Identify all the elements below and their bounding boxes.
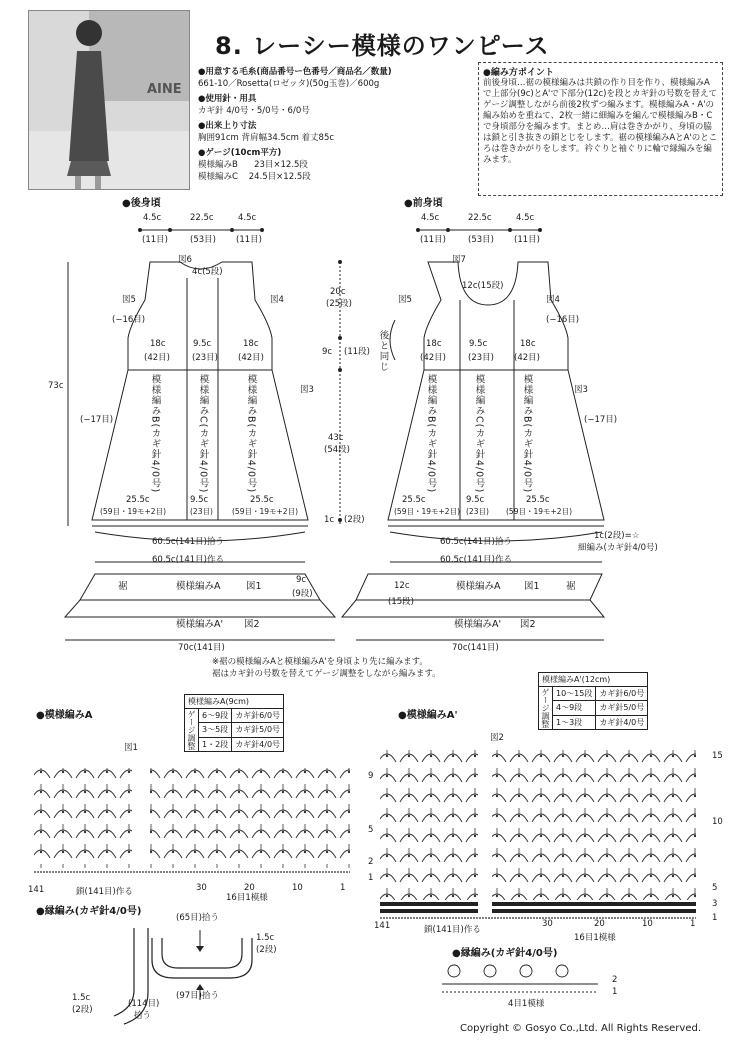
edging2-title: ●縁編み(カギ針4/0号) (452, 948, 558, 959)
pattern-a-row-1: 1 (368, 873, 374, 883)
back-fig5-sub: (−16目) (112, 315, 146, 325)
size-text: 胸囲91cm 背肩幅34.5cm 着丈85c (198, 133, 335, 143)
back-col-b-right: 模様編みB(カギ針4/0号) (245, 374, 257, 494)
back-total-length: 73c (48, 381, 64, 391)
front-col-b-right: 模様編みB(カギ針4/0号) (521, 374, 533, 494)
pattern-a2-col-30: 30 (542, 919, 553, 929)
pattern-a2-fig: 図2 (490, 733, 504, 743)
pattern-a2-row-1-hook: カギ針6/0号 (596, 687, 648, 701)
front-top-dim-1: 4.5c (421, 213, 440, 223)
pattern-a-col-141: 141 (28, 885, 45, 895)
edging2-row-1: 1 (612, 987, 618, 997)
pattern-a2-chain: 鎖(141目)作る (424, 925, 481, 935)
pattern-a2-row-1: 1 (712, 913, 718, 923)
page-title: 8. レーシー模様のワンピース (215, 32, 550, 60)
pattern-a-gauge-label: ゲージ調整 (185, 709, 199, 752)
note-line-2: 裾はカギ針の号数を替えてゲージ調整をしながら編みます。 (212, 669, 441, 679)
back-top-sts-3: (11目) (236, 235, 262, 245)
front-fig5-sub: (−16目) (546, 315, 580, 325)
pattern-a-col-20: 20 (244, 883, 255, 893)
back-top-dim-3: 4.5c (238, 213, 257, 223)
pattern-a2-row-5: 5 (712, 883, 718, 893)
front-top-sts-1: (11目) (420, 235, 446, 245)
size-heading: ●出来上り寸法 (198, 121, 257, 131)
front-lower-sts-3: (59目・19モ+2目) (506, 507, 572, 516)
front-upper-1: 18c (426, 339, 442, 349)
back-make: 60.5c(141目)作る (152, 555, 224, 565)
front-hem-fig2: 図2 (520, 619, 536, 630)
back-upper-1: 18c (150, 339, 166, 349)
back-lower-2: 9.5c (190, 495, 209, 505)
back-top-sts-2: (53目) (190, 235, 216, 245)
pattern-a2-row-10: 10 (712, 817, 723, 827)
front-top-sts-3: (11目) (514, 235, 540, 245)
pattern-a2-repeat: 16目1模様 (574, 933, 616, 943)
back-top-sts-1: (11目) (142, 235, 168, 245)
points-body: 前後身頃…裾の模様編みは共鎖の作り目を作り、模様編みAで上部分(9c)とA'で下部分(12c)を段とカギ針の号数を替えてゲージ調整しながら前後2枚ずつ編みます。模様編みA・A'の編み始めを重ねて、2枚一緒に細編みを編んで模様編みB・Cで身頃部分を編みます。まとめ…肩は巻きかがり、身頃の脇は鎖と引き抜きの鎖とじをします。裾の模様編みAとA'のところは巻きかがりをします。衿ぐりと袖ぐりに輪で縁編みを編みます。 (483, 78, 718, 166)
yarn-heading: ●用意する毛糸(商品番号ー色番号／商品名／数量) (198, 67, 392, 77)
pattern-a2-row-2-hook: カギ針5/0号 (596, 701, 648, 715)
pattern-a-col-1: 1 (340, 883, 346, 893)
back-upper-sts-2: (23目) (192, 353, 218, 363)
front-fig4: 図4 (546, 295, 560, 305)
back-hem-fig2: 図2 (244, 619, 260, 630)
front-side-sub: (−17目) (584, 415, 618, 425)
pattern-a-row-5: 5 (368, 825, 374, 835)
back-neck-depth: 4c(5段) (192, 267, 223, 277)
pattern-a-chain: 鎖(141目)作る (76, 887, 133, 897)
pattern-a-chart-left (34, 768, 132, 868)
front-pickup: 60.5c(141目)拾う (440, 537, 512, 547)
back-side-sub: (−17目) (80, 415, 114, 425)
back-lower-sts-2: (23目) (190, 507, 213, 516)
pattern-a-chart (30, 760, 365, 880)
same-as-back: 後と同じ (377, 330, 389, 372)
back-hem-a-label: 模様編みA (176, 581, 221, 592)
front-bottom-note-2: 細編み(カギ針4/0号) (578, 543, 658, 553)
edging1-pickup-top: (65目)拾う (176, 913, 219, 923)
front-top-sts-2: (53目) (468, 235, 494, 245)
pattern-a-row-9: 9 (368, 771, 374, 781)
back-hem-height-rows: (9段) (292, 589, 313, 599)
pattern-a-row-1-range: 6〜9段 (199, 709, 232, 723)
front-hem-label: 裾 (566, 581, 576, 592)
pattern-a2-col-1: 1 (690, 919, 696, 929)
pattern-a2-col-10: 10 (642, 919, 653, 929)
edging1-rows-side: (2段) (72, 1005, 93, 1015)
needle-heading: ●使用針・用具 (198, 94, 257, 104)
points-heading: ●編み方ポイント (483, 68, 554, 78)
front-top-dim-3: 4.5c (516, 213, 535, 223)
mid-dim-1: 20c (330, 287, 346, 297)
pattern-a2-table-title: 模様編みA'(12cm) (539, 673, 648, 687)
pattern-a2-chart-right (492, 750, 696, 900)
front-bottom-note: 1c(2段)=☆ (594, 531, 640, 541)
edging1-side-pickup: 拾う (134, 1011, 152, 1021)
pattern-a-repeat: 16目1模様 (226, 893, 268, 903)
front-fig3: 図3 (574, 385, 588, 395)
edging2-chart (438, 962, 608, 1002)
back-col-c: 模様編みC(カギ針4/0号) (197, 374, 209, 494)
pattern-a2-gauge-table (538, 672, 648, 730)
front-col-c: 模様編みC(カギ針4/0号) (473, 374, 485, 494)
front-hem-height: 12c (394, 581, 410, 591)
front-title: ●前身頃 (404, 198, 443, 209)
pattern-a-row-3-range: 1・2段 (199, 737, 232, 751)
pattern-a-gauge-table (184, 694, 284, 752)
mid-dim-2-rows: (11段) (344, 347, 370, 357)
pattern-a-fig: 図1 (124, 743, 138, 753)
pattern-a-row-2-range: 3〜5段 (199, 723, 232, 737)
front-upper-sts-1: (42目) (420, 353, 446, 363)
pattern-a2-row-1-range: 10〜15段 (553, 687, 596, 701)
front-col-b-left: 模様編みB(カギ針4/0号) (425, 374, 437, 494)
pattern-a2-row-3-hook: カギ針4/0号 (596, 715, 648, 729)
edging1-pickup-bottom: (97目)拾う (176, 991, 219, 1001)
front-hem-fig1: 図1 (524, 581, 540, 592)
back-fig5: 図5 (122, 295, 136, 305)
front-hem-height-rows: (15段) (388, 597, 414, 607)
front-hem-width: 70c(141目) (452, 643, 499, 653)
gauge-row-b: 模様編みB 23目×12.5段 (198, 160, 308, 170)
gauge-row-c: 模様編みC 24.5目×12.5段 (198, 172, 311, 182)
back-hem-width: 70c(141目) (178, 643, 225, 653)
back-hem-height: 9c (296, 575, 307, 585)
pattern-a-col-30: 30 (196, 883, 207, 893)
back-upper-3: 18c (243, 339, 259, 349)
front-top-dim-2: 22.5c (468, 213, 492, 223)
front-lower-3: 25.5c (526, 495, 550, 505)
front-make: 60.5c(141目)作る (440, 555, 512, 565)
pattern-a2-row-2-range: 4〜9段 (553, 701, 596, 715)
front-lower-sts-2: (23目) (466, 507, 489, 516)
pattern-a-col-10: 10 (292, 883, 303, 893)
front-upper-2: 9.5c (469, 339, 488, 349)
back-hem-a2 (65, 600, 335, 617)
pattern-a2-col-20: 20 (594, 919, 605, 929)
needle-text: カギ針 4/0号・5/0号・6/0号 (198, 106, 310, 116)
mid-dim-2: 9c (322, 347, 333, 357)
front-lower-sts-1: (59目・19モ+2目) (394, 507, 460, 516)
front-upper-sts-3: (42目) (514, 353, 540, 363)
edging1-title: ●縁編み(カギ針4/0号) (36, 906, 142, 917)
yarn-text: 661-10／Rosetta(ロゼッタ)(50g玉巻)／600g (198, 79, 380, 89)
pattern-a-row-3-hook: カギ針4/0号 (232, 737, 284, 751)
mid-dim-1-rows: (25段) (326, 299, 352, 309)
note-line-1: ※裾の模様編みAと模様編みA'を身頃より先に編みます。 (212, 657, 428, 667)
back-upper-2: 9.5c (193, 339, 212, 349)
front-body-outline (388, 262, 604, 520)
back-fig6: 図6 (178, 255, 192, 265)
photo-sign-text: AINE (147, 82, 182, 97)
pattern-a-row-2: 2 (368, 857, 374, 867)
pattern-a2-row-3-range: 1〜3段 (553, 715, 596, 729)
front-same-arrow (390, 320, 395, 360)
pattern-a-chart-right (150, 768, 350, 868)
back-upper-sts-1: (42目) (144, 353, 170, 363)
front-neck-depth: 12c(15段) (462, 281, 504, 291)
back-lower-1: 25.5c (126, 495, 150, 505)
back-col-b-left: 模様編みB(カギ針4/0号) (149, 374, 161, 494)
pattern-a2-title: ●模様編みA' (398, 710, 458, 721)
front-fig7: 図7 (452, 255, 466, 265)
mid-dim-3: 43c (328, 433, 344, 443)
back-hem-a2-label: 模様編みA' (176, 619, 224, 630)
back-fig3: 図3 (300, 385, 314, 395)
pattern-a-title: ●模様編みA (36, 710, 93, 721)
back-upper-sts-3: (42目) (238, 353, 264, 363)
front-hem-a2-label: 模様編みA' (454, 619, 502, 630)
front-hem-a-label: 模様編みA (456, 581, 501, 592)
back-top-dim-2: 22.5c (190, 213, 214, 223)
back-hem-fig1: 図1 (246, 581, 262, 592)
pattern-a2-row-3: 3 (712, 899, 718, 909)
back-lower-sts-1: (59目・19モ+2目) (100, 507, 166, 516)
edging2-row-2: 2 (612, 975, 618, 985)
back-lower-sts-3: (59目・19モ+2目) (232, 507, 298, 516)
mid-dim-4-rows: (2段) (344, 515, 365, 525)
mid-dim-4: 1c (324, 515, 335, 525)
pattern-a2-col-141: 141 (374, 921, 391, 931)
pattern-a2-chart (376, 744, 706, 924)
pattern-a2-row-15: 15 (712, 751, 723, 761)
edging1-width-top: 1.5c (256, 933, 275, 943)
pattern-a2-chart-left (380, 750, 478, 900)
mid-dim-3-rows: (54段) (324, 445, 350, 455)
front-lower-2: 9.5c (466, 495, 485, 505)
back-top-dim-1: 4.5c (143, 213, 162, 223)
front-lower-1: 25.5c (402, 495, 426, 505)
pattern-a-table-title: 模様編みA(9cm) (185, 695, 284, 709)
back-title: ●後身頃 (122, 198, 161, 209)
pattern-a2-gauge-label: ゲージ調整 (539, 687, 553, 730)
copyright: Copyright © Gosyo Co.,Ltd. All Rights Reserved. (460, 1023, 702, 1034)
back-lower-3: 25.5c (250, 495, 274, 505)
back-fig4: 図4 (270, 295, 284, 305)
gauge-heading: ●ゲージ(10cm平方) (198, 148, 282, 158)
front-upper-3: 18c (520, 339, 536, 349)
front-hem-a2 (342, 597, 604, 617)
edging1-rows-top: (2段) (256, 945, 277, 955)
edging2-repeat: 4目1模様 (508, 999, 545, 1009)
back-pickup: 60.5c(141目)拾う (152, 537, 224, 547)
back-hem-label: 裾 (118, 581, 128, 592)
front-upper-sts-2: (23目) (468, 353, 494, 363)
front-fig5: 図5 (398, 295, 412, 305)
pattern-a-row-2-hook: カギ針5/0号 (232, 723, 284, 737)
edging1-side-sts: (114目) (128, 999, 160, 1009)
pattern-a-row-1-hook: カギ針6/0号 (232, 709, 284, 723)
edging1-width-side: 1.5c (72, 993, 91, 1003)
